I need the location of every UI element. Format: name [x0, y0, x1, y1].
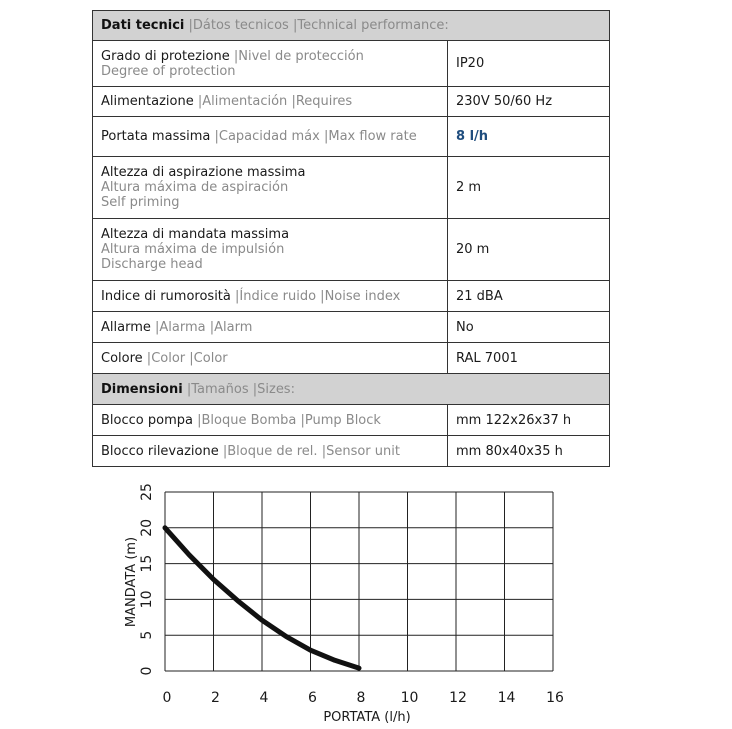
label-it: Indice di rumorosità	[101, 288, 231, 304]
spec-value: 8 l/h	[448, 117, 610, 157]
separator: |	[186, 381, 192, 397]
label-es: Bloque Bomba	[201, 412, 297, 428]
spec-value: 20 m	[448, 219, 610, 281]
label-line	[101, 49, 439, 64]
label-it: Altezza di aspirazione massima	[101, 165, 306, 180]
spec-row	[93, 41, 610, 87]
spec-label	[93, 312, 448, 343]
spec-value: No	[448, 312, 610, 343]
y-tick-label: 25	[139, 483, 155, 501]
label-line	[101, 257, 439, 272]
section-header	[93, 374, 610, 405]
spec-label	[93, 343, 448, 374]
x-tick-label: 12	[449, 690, 467, 706]
spec-row	[93, 117, 610, 157]
label-it: Colore	[101, 350, 143, 366]
section-header	[93, 11, 610, 41]
section-title: Dimensioni	[101, 381, 183, 397]
label-line	[101, 444, 439, 459]
label-line	[101, 320, 439, 335]
separator: |	[235, 288, 240, 304]
y-tick-label: 10	[139, 590, 155, 609]
separator: |	[197, 94, 203, 109]
label-en: Requires	[295, 94, 353, 109]
separator: |	[188, 18, 193, 33]
separator: |	[222, 443, 228, 459]
y-tick-label: 20	[139, 518, 155, 537]
label-line	[101, 242, 439, 257]
separator: |	[300, 412, 305, 428]
x-tick-label: 10	[400, 690, 419, 706]
separator: |	[321, 443, 327, 459]
label-es: Bloque de rel.	[227, 443, 318, 459]
separator: |	[214, 129, 219, 144]
label-it: Blocco rilevazione	[101, 443, 219, 459]
section-title-es: Dátos tecnicos	[192, 18, 289, 33]
y-tick-label: 0	[139, 666, 155, 676]
label-es: Altura máxima de impulsión	[101, 242, 285, 257]
spec-value: 230V 50/60 Hz	[448, 87, 610, 117]
label-en: Max flow rate	[328, 129, 417, 144]
section-header-row	[93, 11, 610, 41]
label-it: Allarme	[101, 319, 151, 335]
label-es: Capacidad máx	[218, 129, 320, 144]
spec-label	[93, 87, 448, 117]
label-en: Self priming	[101, 195, 180, 210]
separator: |	[291, 94, 296, 109]
label-line	[101, 129, 439, 144]
spec-label	[93, 281, 448, 312]
separator: |	[209, 319, 215, 335]
spec-row	[93, 436, 610, 467]
separator: |	[323, 129, 329, 144]
section-header-row	[93, 374, 610, 405]
spec-label	[93, 157, 448, 219]
label-line	[101, 227, 439, 242]
spec-label	[93, 117, 448, 157]
label-line	[101, 289, 439, 304]
label-en: Alarm	[214, 319, 253, 335]
label-line	[101, 165, 439, 180]
label-es: Índice ruido	[239, 288, 317, 304]
y-tick-label: 15	[139, 554, 155, 573]
label-it: Blocco pompa	[101, 412, 193, 428]
separator: |	[252, 381, 258, 397]
separator: |	[155, 319, 160, 335]
x-tick-label: 16	[546, 690, 564, 706]
x-tick-label: 2	[211, 690, 220, 706]
label-it: Portata massima	[101, 129, 211, 144]
y-axis-title: MANDATA (m)	[124, 536, 139, 628]
section-title-es: Tamaños	[191, 381, 249, 397]
label-en: Pump Block	[304, 412, 381, 428]
spec-row	[93, 219, 610, 281]
spec-row	[93, 405, 610, 436]
label-line	[101, 195, 439, 210]
label-it: Altezza di mandata massima	[101, 227, 290, 242]
x-tick-label: 14	[497, 690, 516, 706]
section-title: Dati tecnici	[101, 18, 185, 33]
spec-label	[93, 41, 448, 87]
label-it: Grado di protezione	[101, 48, 230, 64]
spec-label	[93, 219, 448, 281]
label-es: Alarma	[159, 319, 206, 335]
x-axis-title: PORTATA (l/h)	[323, 710, 411, 725]
label-line	[101, 64, 439, 79]
y-tick-label: 5	[139, 630, 155, 640]
separator: |	[146, 350, 152, 366]
spec-label	[93, 436, 448, 467]
x-tick-label: 4	[259, 690, 269, 706]
label-es: Alimentación	[202, 94, 288, 109]
separator: |	[292, 18, 298, 33]
separator: |	[189, 350, 194, 366]
spec-row	[93, 157, 610, 219]
label-es: Nivel de protección	[238, 48, 364, 64]
separator: |	[233, 48, 239, 64]
spec-label	[93, 405, 448, 436]
label-es: Color	[151, 350, 186, 366]
label-line	[101, 413, 439, 428]
x-tick-label: 0	[162, 690, 172, 706]
label-line	[101, 94, 439, 109]
spec-row	[93, 87, 610, 117]
label-es: Altura máxima de aspiración	[101, 180, 289, 195]
label-en: Noise index	[324, 288, 401, 304]
section-title-en: Technical performance:	[297, 18, 449, 33]
label-en: Degree of protection	[101, 63, 236, 79]
label-line	[101, 180, 439, 195]
separator: |	[320, 288, 325, 304]
spec-value: IP20	[448, 41, 610, 87]
x-tick-label: 8	[356, 690, 366, 706]
technical-data-table	[92, 10, 610, 467]
x-tick-label: 6	[308, 690, 317, 706]
label-it: Alimentazione	[101, 94, 194, 109]
spec-row	[93, 281, 610, 312]
spec-row	[93, 343, 610, 374]
label-en: Sensor unit	[326, 443, 400, 459]
label-line	[101, 351, 439, 366]
spec-row	[93, 312, 610, 343]
spec-value: 2 m	[448, 157, 610, 219]
flow-curve-chart	[0, 480, 732, 729]
separator: |	[197, 412, 202, 428]
spec-value: mm 122x26x37 h	[448, 405, 610, 436]
spec-value: RAL 7001	[448, 343, 610, 374]
section-title-en: Sizes:	[257, 381, 295, 397]
label-en: Discharge head	[101, 257, 203, 272]
spec-value: 21 dBA	[448, 281, 610, 312]
spec-value: mm 80x40x35 h	[448, 436, 610, 467]
label-en: Color	[193, 350, 228, 366]
